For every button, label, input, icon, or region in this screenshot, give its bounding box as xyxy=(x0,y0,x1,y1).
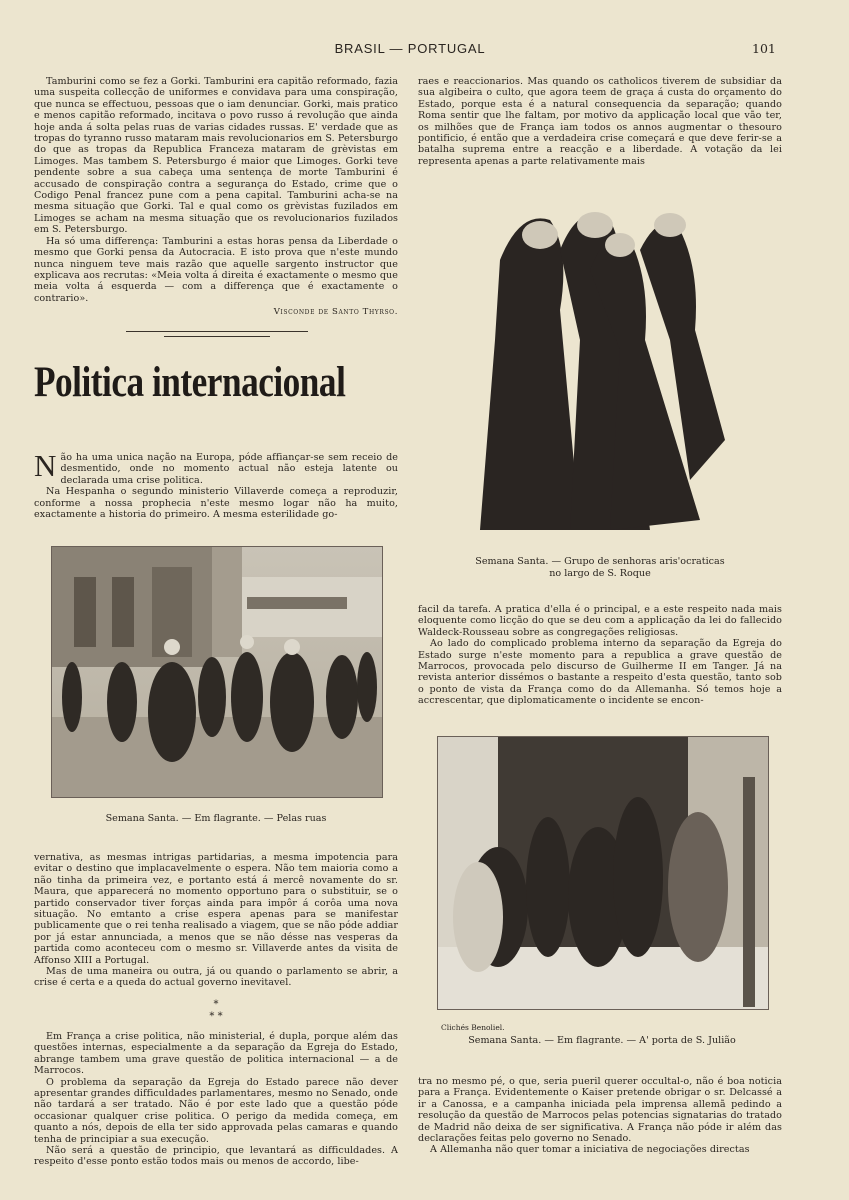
paragraph: Não será a questão de principio, que levantará as difficuldades. A respeito d'esse ponto estão todos mais ou menos de accordo, libe- xyxy=(34,1144,398,1168)
street-scene-image xyxy=(52,547,382,797)
right-bottom-column xyxy=(418,1076,782,1156)
running-title: BRASIL — PORTUGAL xyxy=(334,41,486,56)
photo-group-ladies xyxy=(470,190,730,535)
paragraph: Tamburini como se fez a Gorki. Tamburini era capitão reformado, fazia uma suspeita collecção de uniformes e convidava para uma conspiração, que nunca se effectuou, pessoas que o iam denunciar. Gorki, mais pratico e menos capitão reformado, incitava o povo russo á revolução que ainda hoje anda á solta pelas ruas de varias cidades russas. E' verdade que as tropas do tyranno russo mataram mais revolucionarios em S. Petersburgo do que as tropas da Republica Franceza mataram de grèvistas em Limoges. Mas tambem S. Petersburgo é maior que Limoges. Gorki teve pendente sobre a sua cabeça uma sentença de morte Tamburini é accusado de conspiração contra a segurança do Estado, crime que o Codigo Penal francez pune com a pena capital. Tamburini acha-se na mesma situação que Gorki. Tal e qual como os grèvistas fuzilados em Limoges se acham na mesma situação que os revolucionarios fuzilados em S. Petersburgo. xyxy=(34,76,398,236)
intro-text: ão ha uma unica nação na Europa, póde affiançar-se sem receio de desmentido, onde no momento actual não esteja latente ou declarada uma crise politica. xyxy=(60,452,398,486)
drop-cap: N xyxy=(34,448,57,483)
signature: Visconde de Santo Thyrso. xyxy=(273,307,398,318)
section-title: Politica internacional xyxy=(34,359,346,406)
caption-line: no largo de S. Roque xyxy=(549,567,651,579)
caption-street-scene: Semana Santa. — Em flagrante. — Pelas ruas xyxy=(105,813,327,824)
running-header xyxy=(0,41,849,61)
page-number: 101 xyxy=(752,41,776,56)
separator-stars: * * xyxy=(209,1010,223,1022)
paragraph: Ha só uma differença: Tamburini a estas horas pensa da Liberdade o mesmo que Gorki pensa da Autocracia. E isto prova que n'este mundo nunca ninguem teve mais razão que aquelle sargento instructor que explicava aos recrutas: «Meia volta á direita é exactamente o mesmo que meia volta á esquerda — com a differença que é exactamente o contrario». xyxy=(34,235,398,304)
left-bottom-column xyxy=(34,852,398,1168)
paragraph: raes e reaccionarios. Mas quando os catholicos tiverem de subsidiar da sua algibeira o culto, que agora teem de graça á custa do orçamento do Estado, porque esta é a natural consequencia da separação; quando Roma sentir que lhe faltam, por motivo da applicação local que vão ter, os milhões que de França iam todos os annos augmentar o thesouro pontificio, é então que a verdadeira crise começará e que deve ferir-se a batalha suprema entre a reacção e a liberdade. A votação da lei representa apenas a parte relativamente mais xyxy=(418,76,782,167)
right-top-column xyxy=(418,76,782,167)
separator-star: * xyxy=(213,998,219,1010)
paragraph: Ao lado do complicado problema interno da separação da Egreja do Estado surge n'este momento para a republica a grave questão de Marrocos, provocada pelo discurso de Guilherme II em Tanger. Já na revista anterior dissémos o bastante a respeito d'esta questão, tanto sob o ponto de vista da França como do da Allemanha. Só temos hoje a accrescentar, que diplomaticamente o incidente se encon- xyxy=(418,638,782,707)
paragraph: Mas de uma maneira ou outra, já ou quando o parlamento se abrir, a crise é certa e a queda do actual governo inevitavel. xyxy=(34,966,398,989)
caption-group-ladies xyxy=(440,556,760,579)
paragraph: vernativa, as mesmas intrigas partidarias, a mesma impotencia para evitar o destino que implacavelmente o espera. Não tem maioria como a não tinha da primeira vez, e portanto está á mercê novamente do sr. Maura, que apparecerá no momento opportuno para o substituir, se o partido conservador tiver forças ainda para impôr á corôa uma nova situação. No emtanto a crise espera apenas para se manifestar publicamente que o rei tenha realisado a viagem, que se não póde addiar por já estar annunciada, a menos que se não désse nas vesperas da partida como aconteceu com o mesmo sr. Villaverde antes da visita de Affonso XIII a Portugal. xyxy=(34,852,398,966)
photo-street-scene xyxy=(51,546,383,798)
paragraph: A Allemanha não quer tomar a iniciativa de negociações directas xyxy=(430,1144,750,1156)
divider-rule xyxy=(126,331,308,332)
left-top-column xyxy=(34,76,398,317)
paragraph: tra no mesmo pé, o que, seria pueril querer occultal-o, não é boa noticia para a França. Evidentemente o Kaiser pretende obrigar o sr. Delcassé a ir a Canossa, e a campanha iniciada pela imprensa allemã pedindo a resolução da questão de Marrocos pelas potencias signatarias do tratado de Madrid não deixa de ser significativa. A França não póde ir além das declarações feitas pelo governo no Senado. xyxy=(418,1076,782,1145)
divider-rule xyxy=(164,336,270,337)
photo-credit: Clichés Benoliel. xyxy=(441,1023,505,1032)
right-middle-column xyxy=(418,604,782,707)
church-door-image xyxy=(438,737,768,1009)
caption-line: Semana Santa. — Grupo de senhoras aris'ocraticas xyxy=(475,556,725,567)
caption-church-door: Semana Santa. — Em flagrante. — A' porta de S. Julião xyxy=(468,1035,736,1046)
paragraph: Na Hespanha o segundo ministerio Villaverde começa a reproduzir, conforme a nossa prophecia n'este mesmo logar não ha muito, exactamente a historia do primeiro. A mesma esterilidade go- xyxy=(34,486,398,521)
photo-church-door xyxy=(437,736,769,1010)
article-intro xyxy=(34,448,398,521)
paragraph: O problema da separação da Egreja do Estado parece não dever apresentar grandes difficuldades parlamentares, mesmo no Senado, onde não tardará a ser tratado. Não é por este lado que a questão póde occasionar qualquer crise politica. O perigo da medida começa, em quanto a nós, depois de ella ter sido approvada pelas camaras e quando tenha de principiar a sua execução. xyxy=(34,1076,398,1145)
group-ladies-image xyxy=(470,190,730,535)
paragraph: facil da tarefa. A pratica d'ella é o principal, e a este respeito nada mais eloquente como licção do que se deu com a applicação da lei do fallecido Waldeck-Rousseau sobre as congregações religiosas. xyxy=(418,604,782,638)
paragraph: Em França a crise politica, não ministerial, é dupla, porque além das questões internas, especialmente a da separação da Egreja do Estado, abrange tambem uma grave questão de politica internacional — a de Marrocos. xyxy=(34,1030,398,1077)
